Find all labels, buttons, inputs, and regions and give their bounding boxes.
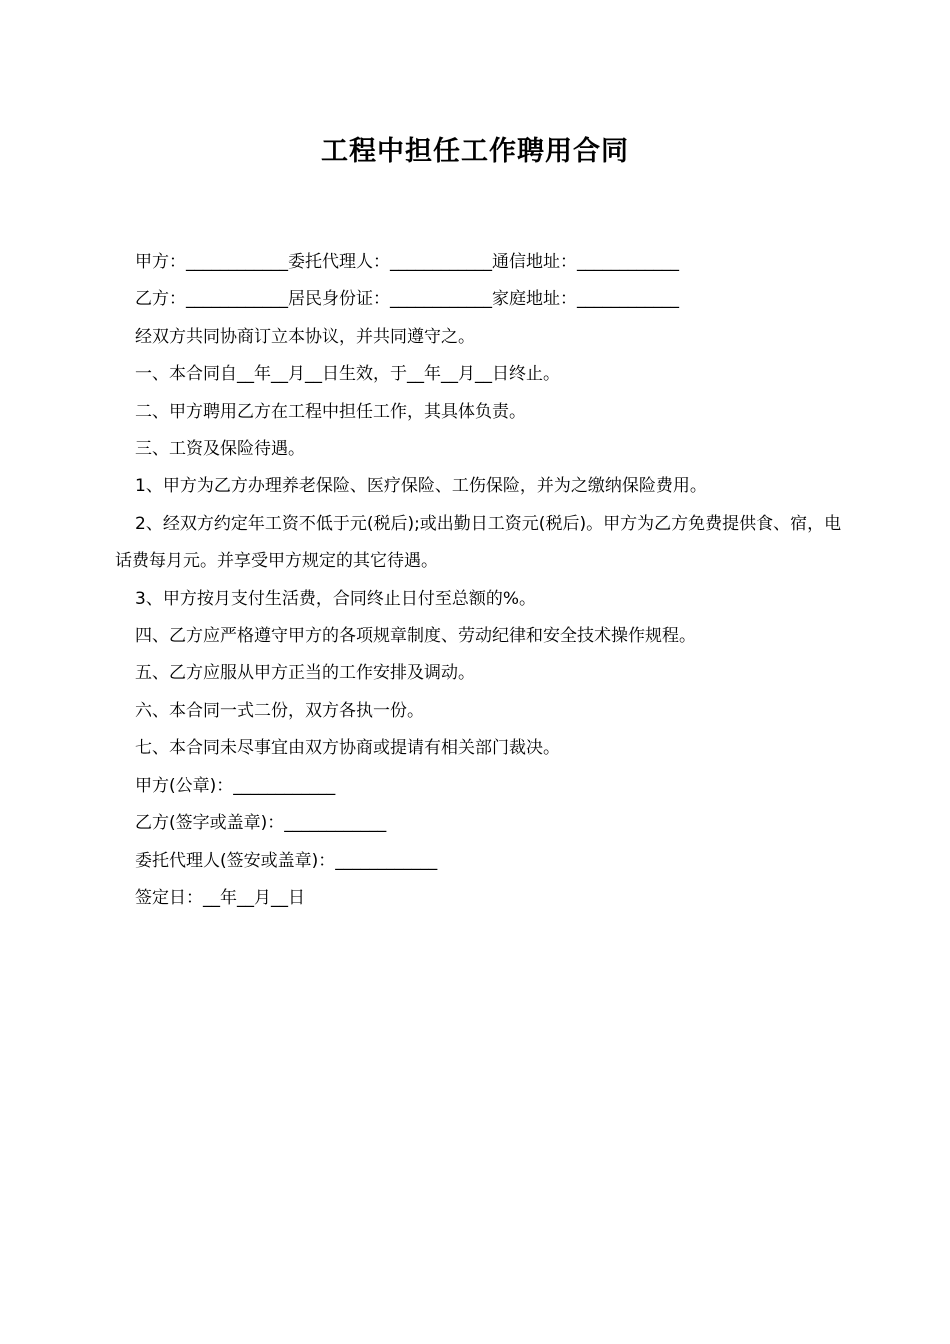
party-b-line: 乙方：____________居民身份证：____________家庭地址：____________ [135,289,679,310]
clause-5: 五、乙方应服从甲方正当的工作安排及调动。 [135,663,475,684]
clause-7: 七、本合同未尽事宜由双方协商或提请有相关部门裁决。 [135,738,560,759]
party-a-seal-line: 甲方(公章)：____________ [135,775,336,796]
clause-3-item-2: 2、经双方约定年工资不低于元(税后);或出勤日工资元(税后)。甲方为乙方免费提供食、宿，电话费每月元。并享受甲方规定的其它待遇。 [115,513,842,572]
clause-4: 四、乙方应严格遵守甲方的各项规章制度、劳动纪律和安全技术操作规程。 [135,626,696,647]
clause-6: 六、本合同一式二份，双方各执一份。 [135,700,424,721]
party-a-line: 甲方：____________委托代理人：____________通信地址：____________ [135,252,679,272]
party-b-signature-line: 乙方(签字或盖章)：____________ [135,813,387,834]
document-body [115,244,845,917]
clause-3: 三、工资及保险待遇。 [135,439,305,460]
clause-1: 一、本合同自__年__月__日生效，于__年__月__日终止。 [135,364,560,385]
document-title: 工程中担任工作聘用合同 [321,136,629,167]
agreement-intro: 经双方共同协商订立本协议，并共同遵守之。 [135,326,475,347]
clause-2: 二、甲方聘用乙方在工程中担任工作，其具体负责。 [135,401,526,422]
clause-3-item-1: 1、甲方为乙方办理养老保险、医疗保险、工伤保险，并为之缴纳保险费用。 [135,476,707,497]
clause-3-item-3: 3、甲方按月支付生活费，合同终止日付至总额的%。 [135,588,536,609]
signing-date-line: 签定日：__年__月__日 [135,887,305,908]
agent-signature-line: 委托代理人(签安或盖章)：____________ [135,850,438,871]
